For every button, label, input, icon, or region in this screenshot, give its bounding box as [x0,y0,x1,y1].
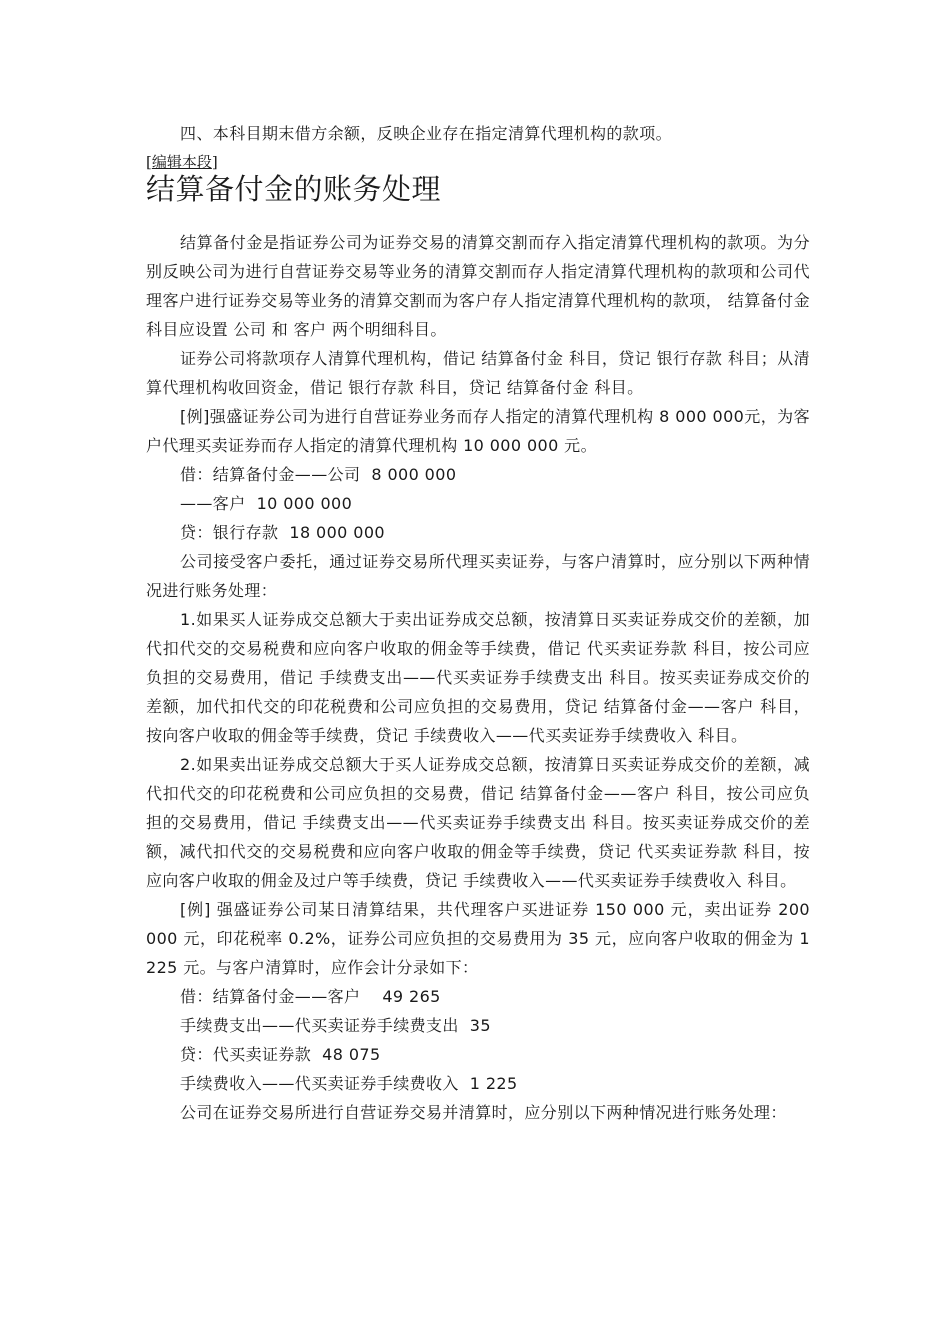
journal-entry-line: ——客户 10 000 000 [180,494,353,513]
journal-entry-line: 借：结算备付金——公司 8 000 000 [180,465,457,484]
intro-paragraph: 四、本科目期末借方余额，反映企业存在指定清算代理机构的款项。 [180,124,673,143]
journal-entry-line: 贷：代买卖证券款 48 075 [180,1045,381,1064]
edit-link-open-bracket: [ [146,153,152,171]
edit-link-close-bracket: ] [211,153,218,171]
journal-entry-line: 贷：银行存款 18 000 000 [180,523,385,542]
case-one-paragraph: 1.如果买人证券成交总额大于卖出证券成交总额，按清算日买卖证券成交价的差额，加代扣代交的交易税费和应向客户收取的佣金等手续费，借记 代买卖证券款 科目，按公司应负担的交易费用，借记 手续费支出——代买卖证券手续费支出 科目。按买卖证券成交价的差额，加代扣代交的印花税费和公司应负担的交易费用，贷记 结算备付金——客户 科目，按向客户收取的佣金等手续费，贷记 手续费收入——代买卖证券手续费收入 科目。 [146,610,810,745]
closing-paragraph: 公司在证券交易所进行自营证券交易并清算时，应分别以下两种情况进行账务处理： [180,1103,787,1122]
document-page [146,119,816,1127]
journal-entry-line: 借：结算备付金——客户 49 265 [180,987,441,1006]
journal-entry-line: 手续费支出——代买卖证券手续费支出 35 [180,1016,491,1035]
body-paragraph: 公司接受客户委托，通过证券交易所代理买卖证券，与客户清算时，应分别以下两种情况进行账务处理： [146,552,810,600]
example-paragraph: [例] 强盛证券公司某日清算结果，共代理客户买进证券 150 000 元，卖出证券 200 000 元，印花税率 0.2%，证券公司应负担的交易费用为 35 元，应向客户收取的佣金为 1 225 元。与客户清算时，应作会计分录如下： [146,900,816,977]
edit-section-link[interactable] [146,152,218,172]
body-paragraph: 证券公司将款项存人清算代理机构，借记 结算备付金 科目，贷记 银行存款 科目；从清算代理机构收回资金，借记 银行存款 科目，贷记 结算备付金 科目。 [146,349,810,397]
case-two-paragraph: 2.如果卖出证券成交总额大于买人证券成交总额，按清算日买卖证券成交价的差额，减代扣代交的印花税费和公司应负担的交易费，借记 结算备付金——客户 科目，按公司应负担的交易费用，借记 手续费支出——代买卖证券手续费支出 科目。按买卖证券成交价的差额，减代扣代交的交易税费和应向客户收取的佣金等手续费，贷记 代买卖证券款 科目，按应向客户收取的佣金及过户等手续费，贷记 手续费收入——代买卖证券手续费收入 科目。 [146,755,810,890]
example-paragraph: [例]强盛证券公司为进行自营证券业务而存人指定的清算代理机构 8 000 000元，为客户代理买卖证券而存人指定的清算代理机构 10 000 000 元。 [146,407,810,455]
body-paragraph: 结算备付金是指证券公司为证券交易的清算交割而存入指定清算代理机构的款项。为分别反映公司为进行自营证券交易等业务的清算交割而存人指定清算代理机构的款项和公司代理客户进行证券交易等业务的清算交割而为客户存人指定清算代理机构的款项， 结算备付金 科目应设置 公司 和 客户 两个明细科目。 [146,233,816,339]
edit-link-label[interactable]: 编辑本段 [151,153,212,171]
journal-entry-block-1 [146,460,810,547]
journal-entry-line: 手续费收入——代买卖证券手续费收入 1 225 [180,1074,518,1093]
journal-entry-block-2 [146,982,810,1098]
section-title: 结算备付金的账务处理 [146,172,442,206]
